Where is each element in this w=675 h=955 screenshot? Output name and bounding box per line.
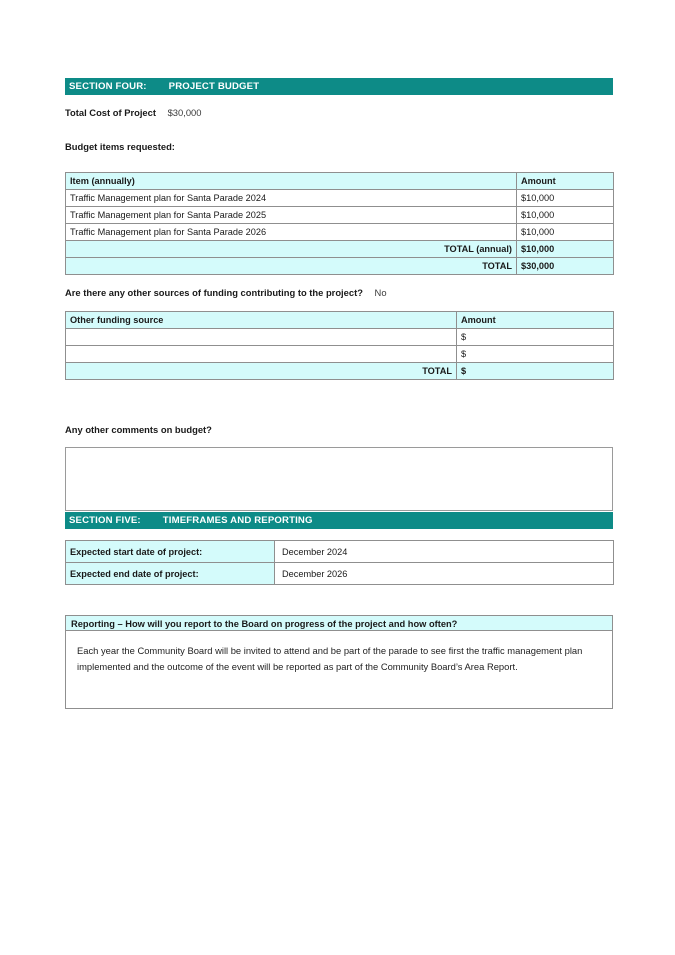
budget-total-label: TOTAL [66,258,517,275]
other-funding-table [65,311,614,380]
budget-item-name: Traffic Management plan for Santa Parade 2026 [66,224,517,241]
total-cost-value: $30,000 [167,107,202,118]
budget-items-label: Budget items requested: [65,141,175,152]
section-five-label: SECTION FIVE: [69,515,141,526]
table-row [66,190,614,207]
funding-source-input[interactable] [66,346,457,363]
funding-total-value: $ [457,363,614,380]
start-date-value[interactable]: December 2024 [275,541,614,563]
section-five-title: TIMEFRAMES AND REPORTING [162,515,313,526]
comments-label: Any other comments on budget? [65,424,212,435]
funding-amount-input[interactable]: $ [457,329,614,346]
other-funding-question: Are there any other sources of funding contributing to the project? [65,287,363,298]
budget-total-value: $30,000 [517,258,614,275]
funding-col-amount-header: Amount [457,312,614,329]
budget-total-annual-value: $10,000 [517,241,614,258]
budget-item-name: Traffic Management plan for Santa Parade 2025 [66,207,517,224]
section-five-banner [65,512,613,529]
reporting-answer[interactable]: Each year the Community Board will be invited to attend and be part of the parade to see first the traffic management plan implemented and the outcome of the event will be reported as part of the Community Board’s Area Report. [65,631,613,709]
budget-comments-input[interactable] [65,447,613,511]
budget-item-amount: $10,000 [517,207,614,224]
end-date-label: Expected end date of project: [66,563,275,585]
reporting-question: Reporting – How will you report to the Board on progress of the project and how often? [65,615,613,631]
start-date-label: Expected start date of project: [66,541,275,563]
table-row [66,541,614,563]
section-four-label: SECTION FOUR: [69,81,147,92]
other-funding-question-row [65,287,387,298]
reporting-block [65,615,613,709]
budget-item-amount: $10,000 [517,224,614,241]
funding-table-header-row [66,312,614,329]
section-four-title: PROJECT BUDGET [168,81,260,92]
funding-amount-input[interactable]: $ [457,346,614,363]
comments-heading [65,424,212,435]
table-row [66,207,614,224]
funding-source-input[interactable] [66,329,457,346]
funding-total-label: TOTAL [66,363,457,380]
budget-total-annual-label: TOTAL (annual) [66,241,517,258]
table-row [66,224,614,241]
budget-items-heading [65,141,175,152]
budget-table [65,172,614,275]
table-row [66,346,614,363]
budget-item-name: Traffic Management plan for Santa Parade 2024 [66,190,517,207]
end-date-value[interactable]: December 2026 [275,563,614,585]
budget-total-annual-row [66,241,614,258]
table-row [66,329,614,346]
timeframes-table [65,540,614,585]
budget-total-row [66,258,614,275]
other-funding-answer: No [374,287,387,298]
section-four-banner [65,78,613,95]
table-row [66,563,614,585]
total-cost-label: Total Cost of Project [65,107,156,118]
total-cost-row [65,107,201,118]
budget-col-item-header: Item (annually) [66,173,517,190]
budget-item-amount: $10,000 [517,190,614,207]
funding-total-row [66,363,614,380]
funding-col-source-header: Other funding source [66,312,457,329]
budget-col-amount-header: Amount [517,173,614,190]
budget-table-header-row [66,173,614,190]
